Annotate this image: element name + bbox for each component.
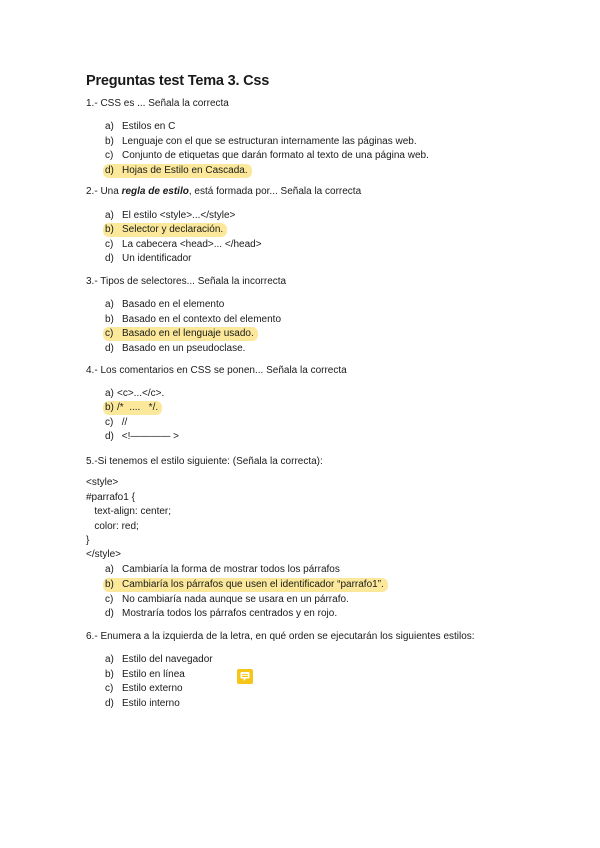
question-2-option-b-highlighted: b) Selector y declaración. xyxy=(103,223,227,237)
question-2-option-c: c) La cabecera <head>... </head> xyxy=(105,239,262,250)
question-6-option-a: a) Estilo del navegador xyxy=(105,654,213,665)
question-1-option-b: b) Lenguaje con el que se estructuran internamente las páginas web. xyxy=(105,136,417,147)
question-5-option-a: a) Cambiaría la forma de mostrar todos los párrafos xyxy=(105,564,340,575)
speech-bubble-icon xyxy=(237,669,253,684)
question-1-prompt: 1.- CSS es ... Señala la correcta xyxy=(86,98,229,109)
question-1-option-d-highlighted: d) Hojas de Estilo en Cascada. xyxy=(103,164,252,178)
question-2-option-d: d) Un identificador xyxy=(105,253,192,264)
question-6-prompt: 6.- Enumera a la izquierda de la letra, en qué orden se ejecutarán los siguientes estilos: xyxy=(86,631,475,642)
question-4-option-a: a) <c>...</c>. xyxy=(105,388,165,399)
code-line-2: #parrafo1 { xyxy=(86,492,135,503)
code-line-6: </style> xyxy=(86,549,122,560)
question-6-option-d: d) Estilo interno xyxy=(105,698,180,709)
question-4-prompt: 4.- Los comentarios en CSS se ponen... Señala la correcta xyxy=(86,365,347,376)
question-5-option-d: d) Mostraría todos los párrafos centrados y en rojo. xyxy=(105,608,338,619)
question-6-option-c: c) Estilo externo xyxy=(105,683,183,694)
question-4-option-c: c) // xyxy=(105,417,128,428)
question-5-prompt: 5.-Si tenemos el estilo siguiente: (Señala la correcta): xyxy=(86,456,323,467)
comment-icon[interactable] xyxy=(237,669,253,684)
question-1-option-c: c) Conjunto de etiquetas que darán formato al texto de una página web. xyxy=(105,150,429,161)
question-4-option-b-highlighted: b) /* .... */. xyxy=(103,401,162,415)
question-6-option-b: b) Estilo en línea xyxy=(105,669,185,680)
code-line-4: color: red; xyxy=(86,521,139,532)
question-3-option-d: d) Basado en un pseudoclase. xyxy=(105,343,246,354)
question-4-option-d: d) <!———— > xyxy=(105,431,180,442)
question-3-option-c-highlighted: c) Basado en el lenguaje usado. xyxy=(103,327,258,341)
question-2-prompt: 2.- Una regla de estilo, está formada por... Señala la correcta xyxy=(86,186,362,197)
question-3-option-a: a) Basado en el elemento xyxy=(105,299,225,310)
code-line-5: } xyxy=(86,535,90,546)
question-3-option-b: b) Basado en el contexto del elemento xyxy=(105,314,281,325)
question-5-option-b-highlighted: b) Cambiaría los párrafos que usen el identificador “parrafo1”. xyxy=(103,578,388,592)
question-3-prompt: 3.- Tipos de selectores... Señala la incorrecta xyxy=(86,276,287,287)
question-1-option-a: a) Estilos en C xyxy=(105,121,176,132)
question-5-option-c: c) No cambiaría nada aunque se usara en un párrafo. xyxy=(105,594,349,605)
page-title: Preguntas test Tema 3. Css xyxy=(86,73,270,89)
code-line-3: text-align: center; xyxy=(86,506,172,517)
question-2-option-a: a) El estilo <style>...</style> xyxy=(105,210,236,221)
code-line-1: <style> xyxy=(86,477,119,488)
